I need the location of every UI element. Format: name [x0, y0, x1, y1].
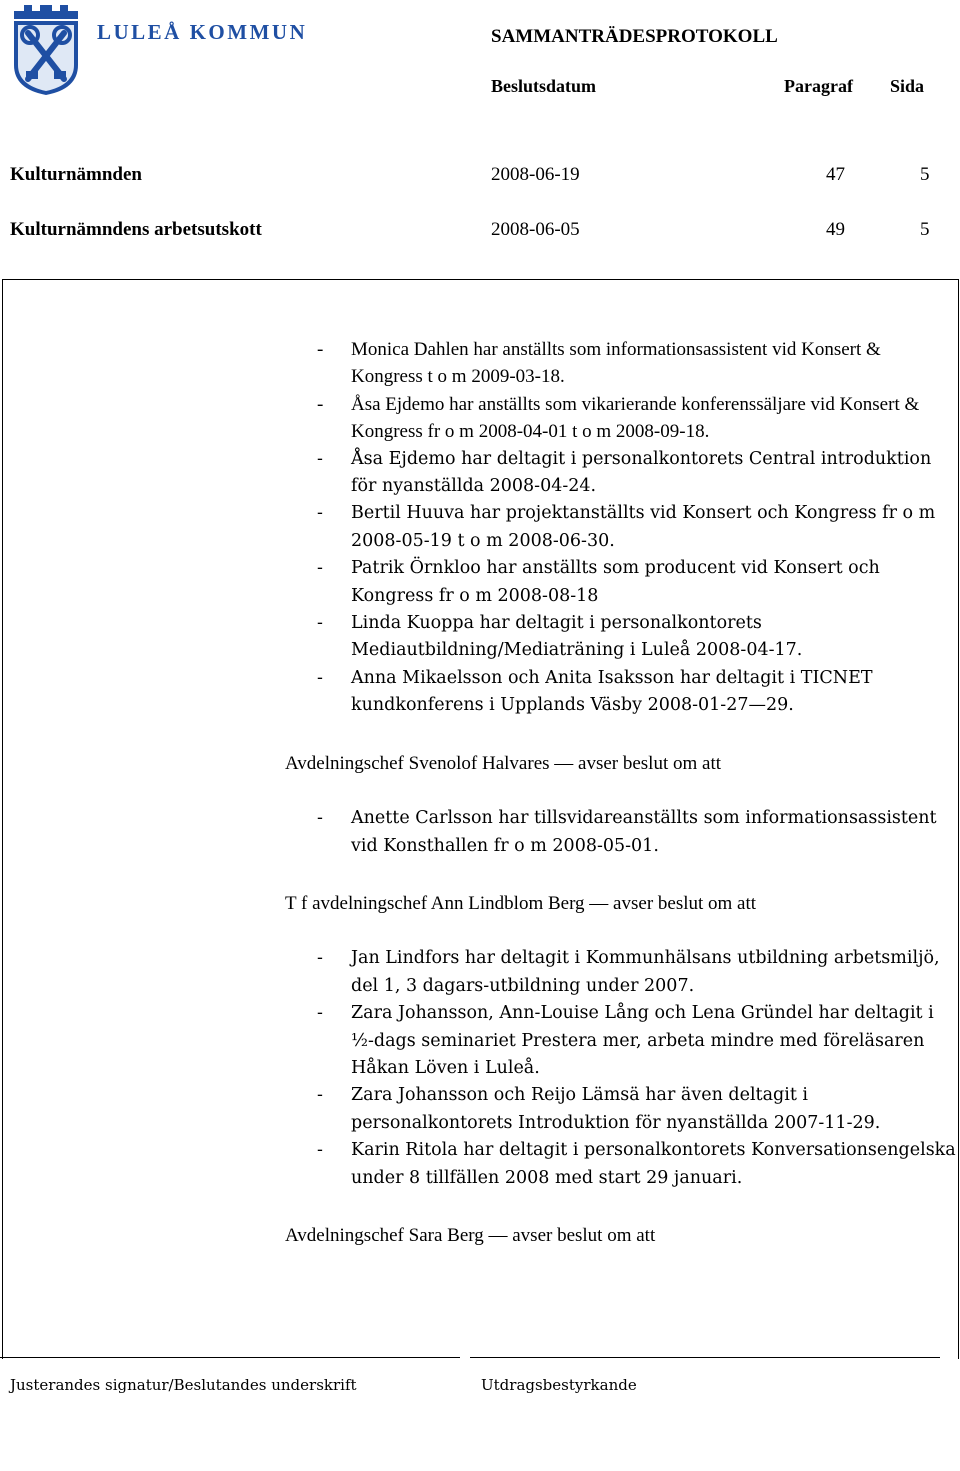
- section-heading: Avdelningschef Svenolof Halvares — avser beslut om att: [285, 752, 722, 774]
- meeting-paragraph: 47: [826, 164, 845, 185]
- section-heading: Avdelningschef Sara Berg — avser beslut om att: [285, 1224, 656, 1246]
- document-body: [285, 336, 957, 1277]
- meeting-page: 5: [920, 164, 930, 185]
- organization-name: LULEÅ KOMMUN: [97, 20, 308, 44]
- extract-label: Utdragsbestyrkande: [481, 1376, 637, 1394]
- crossed-keys-crest-icon: [10, 5, 82, 97]
- decision-list: [285, 805, 957, 860]
- list-item: - Karin Ritola har deltagit i personalkontorets Konversationsengelska under 8 tillfällen 2008 med start 29 januari.: [317, 1140, 956, 1188]
- signature-label: Justerandes signatur/Beslutandes underskrift: [10, 1376, 357, 1394]
- column-header-page: Sida: [890, 76, 925, 96]
- section-heading: T f avdelningschef Ann Lindblom Berg — avser beslut om att: [285, 892, 757, 914]
- list-item: - Zara Johansson, Ann-Louise Lång och Lena Gründel har deltagit i ½-dags seminariet Prestera mer, arbeta mindre med föreläsaren Håkan Löven i Luleå.: [317, 1003, 934, 1078]
- meeting-date: 2008-06-05: [491, 219, 580, 240]
- extract-divider: [470, 1357, 940, 1358]
- meeting-date: 2008-06-19: [491, 164, 580, 185]
- meeting-paragraph: 49: [826, 219, 845, 240]
- meeting-row: [0, 219, 960, 245]
- list-item: - Bertil Huuva har projektanställts vid Konsert och Kongress fr o m 2008-05-19 t o m 2008-06-30.: [317, 503, 936, 551]
- decision-list: [285, 336, 957, 720]
- list-item: - Anette Carlsson har tillsvidareanställts som informationsassistent vid Konsthallen fr o m 2008-05-01.: [317, 808, 937, 856]
- meeting-row: [0, 164, 960, 190]
- list-item: - Monica Dahlen har anställts som informationsassistent vid Konsert & Kongress t o m 2009-03-18.: [317, 339, 881, 388]
- document-title: SAMMANTRÄDESPROTOKOLL: [491, 26, 778, 47]
- list-item: - Åsa Ejdemo har anställts som vikarierande konferenssäljare vid Konsert & Kongress fr o m 2008-04-01 t o m 2008-09-18.: [317, 393, 920, 443]
- list-item: - Anna Mikaelsson och Anita Isaksson har deltagit i TICNET kundkonferens i Upplands Väsby 2008-01-27—29.: [317, 667, 873, 716]
- meeting-page: 5: [920, 219, 930, 240]
- list-item: - Patrik Örnkloo har anställts som producent vid Konsert och Kongress fr o m 2008-08-18: [317, 558, 880, 606]
- list-item: - Linda Kuoppa har deltagit i personalkontorets Mediautbildning/Mediaträning i Luleå 2008-04-17.: [317, 613, 803, 661]
- column-header-date: Beslutsdatum: [491, 76, 597, 96]
- list-item: - Åsa Ejdemo har deltagit i personalkontorets Central introduktion för nyanställda 2008-04-24.: [317, 448, 932, 497]
- column-header-paragraph: Paragraf: [784, 76, 853, 96]
- meeting-body: Kulturnämndens arbetsutskott: [10, 219, 262, 240]
- list-item: - Jan Lindfors har deltagit i Kommunhälsans utbildning arbetsmiljö, del 1, 3 dagars-utbildning under 2007.: [317, 948, 940, 996]
- meeting-body: Kulturnämnden: [10, 164, 142, 185]
- list-item: - Zara Johansson och Reijo Lämsä har även deltagit i personalkontorets Introduktion för nyanställda 2007-11-29.: [317, 1085, 881, 1133]
- decision-list: [285, 945, 957, 1192]
- signature-divider: [0, 1357, 460, 1358]
